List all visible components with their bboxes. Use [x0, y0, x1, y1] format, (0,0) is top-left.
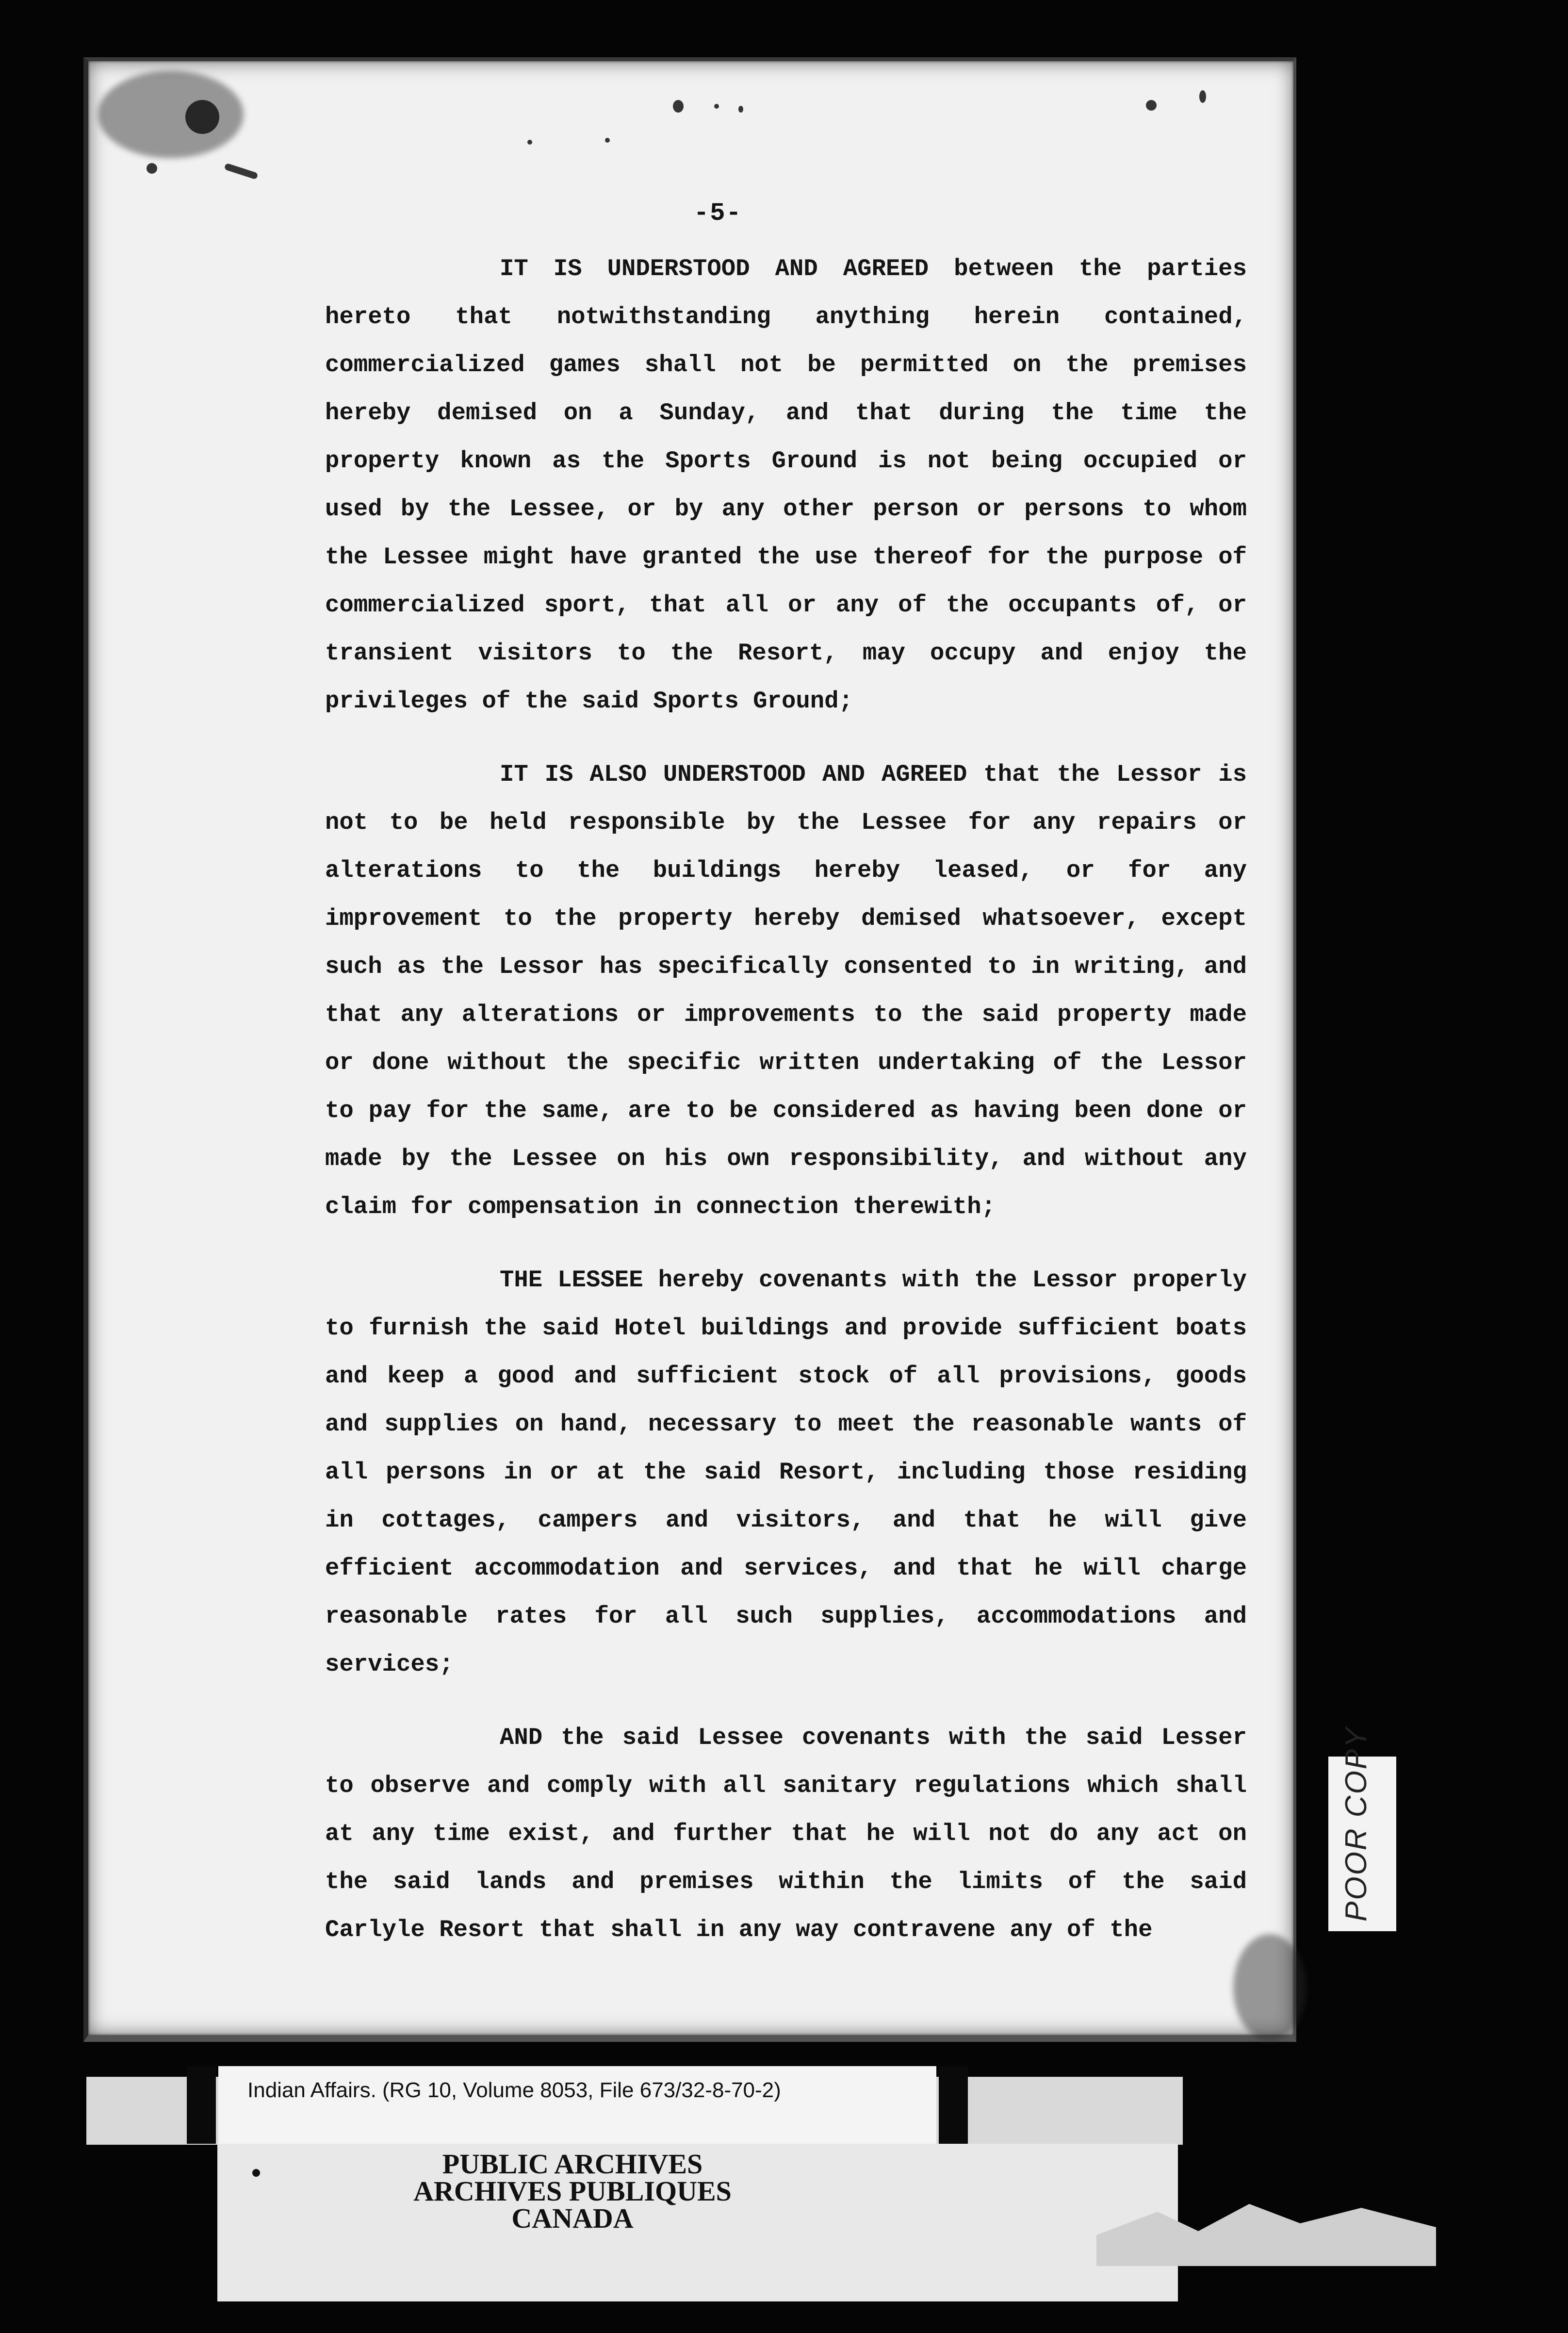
scan-blemish: [714, 104, 719, 109]
plate-dot: [252, 2169, 260, 2177]
archive-card-tab: [187, 2066, 216, 2144]
paragraph-repairs: IT IS ALSO UNDERSTOOD AND AGREED that the Lessor is not to be held responsible by the Lessee for any repairs or alterations to the buildings hereby leased, or for any improvement to the property hereby demised whatsoever, except such as the Lessor has specifically consented to in writing, and that any alterations or improvements to the said property made or done without the specific written undertaking of the Lessor to pay for the same, are to be considered as having been done or made by the Lessee on his own responsibility, and without any claim for compensation in connection therewith;: [325, 761, 1247, 1220]
paragraph-sanitary: AND the said Lessee covenants with the said Lesser to observe and comply with all sanitary regulations which shall at any time exist, and further that he will not do any act on the said lands and premises within the limits of the said Carlyle Resort that shall in any way contravene any of the: [325, 1724, 1247, 1943]
scan-blemish: [738, 106, 743, 113]
archives-line-country: CANADA: [511, 2202, 634, 2234]
scan-blemish: [98, 71, 244, 158]
scan-blemish: [1199, 90, 1206, 103]
citation-label: [218, 2066, 936, 2144]
scan-blemish: [147, 163, 157, 174]
scan-blemish: [224, 163, 259, 180]
poor-copy-text: POOR COPY: [1339, 1726, 1373, 1922]
paragraph-lessee-covenants: THE LESSEE hereby covenants with the Lessor properly to furnish the said Hotel buildings and provide sufficient boats and keep a good and sufficient stock of all provisions, goods and supplies on hand, necessary to meet the reasonable wants of all persons in or at the said Resort, including those residing in cottages, campers and visitors, and that he will give efficient accommodation and services, and that he will charge reasonable rates for all such supplies, accommodations and services;: [325, 1266, 1247, 1678]
archive-citation: Indian Affairs. (RG 10, Volume 8053, File 673/32-8-70-2): [247, 2078, 781, 2102]
scan-blemish: [185, 100, 219, 134]
scan-blemish: [1146, 100, 1157, 111]
archive-card-tab: [939, 2066, 968, 2144]
archives-line-english: PUBLIC ARCHIVES: [442, 2148, 703, 2180]
scan-blemish: [527, 140, 532, 145]
paragraph-sports-ground: IT IS UNDERSTOOD AND AGREED between the parties hereto that notwithstanding anything herein contained, commercialized games shall not be permitted on the premises hereby demised on a Sunday, and that during the time the property known as the Sports Ground is not being occupied or used by the Lessee, or by any other person or persons to whom the Lessee might have granted the use thereof for the purpose of commercialized sport, that all or any of the occupants of, or transient visitors to the Resort, may occupy and enjoy the privileges of the said Sports Ground;: [325, 255, 1247, 715]
page-number: -5-: [694, 199, 742, 228]
scan-blemish: [673, 100, 684, 113]
scan-blemish: [605, 138, 610, 143]
archives-name: [335, 2148, 810, 2234]
lease-text: [325, 245, 1247, 1979]
archives-line-french: ARCHIVES PUBLIQUES: [413, 2175, 732, 2207]
